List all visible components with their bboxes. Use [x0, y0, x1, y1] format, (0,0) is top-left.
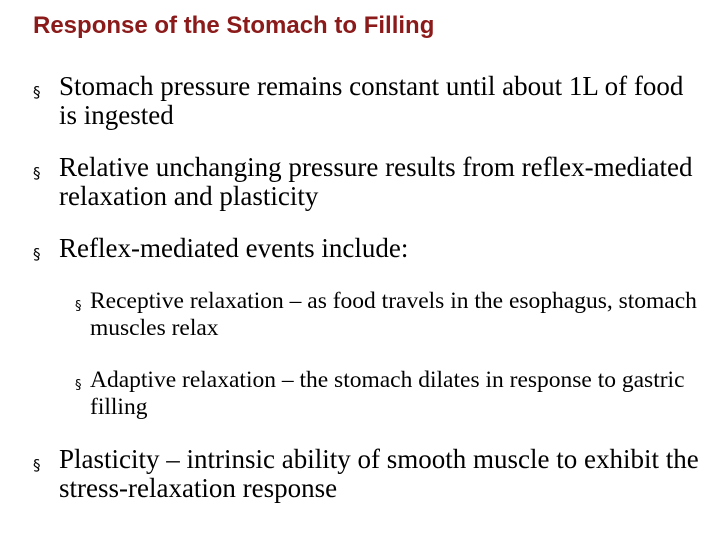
bullet-text: Plasticity – intrinsic ability of smooth muscle to exhibit the stress-relaxation response	[59, 444, 699, 503]
bullet-text: Adaptive relaxation – the stomach dilates in response to gastric filling	[90, 367, 685, 420]
bullet-item	[33, 72, 703, 130]
bullet-marker: §	[33, 164, 41, 182]
bullet-text: Reflex-mediated events include:	[59, 233, 409, 263]
sub-bullet-item	[75, 367, 705, 421]
bullet-marker: §	[33, 83, 41, 101]
bullet-marker: §	[33, 456, 41, 474]
slide-title: Response of the Stomach to Filling	[33, 12, 435, 39]
bullet-item	[33, 234, 703, 263]
bullet-marker: §	[75, 378, 82, 393]
bullet-text: Stomach pressure remains constant until about 1L of food is ingested	[59, 71, 684, 130]
bullet-item	[33, 445, 703, 503]
sub-bullet-item	[75, 288, 705, 342]
bullet-text: Receptive relaxation – as food travels in the esophagus, stomach muscles relax	[90, 288, 697, 341]
bullet-item	[33, 153, 703, 211]
bullet-text: Relative unchanging pressure results from reflex-mediated relaxation and plasticity	[59, 152, 693, 211]
bullet-marker: §	[33, 245, 41, 263]
bullet-marker: §	[75, 299, 82, 314]
